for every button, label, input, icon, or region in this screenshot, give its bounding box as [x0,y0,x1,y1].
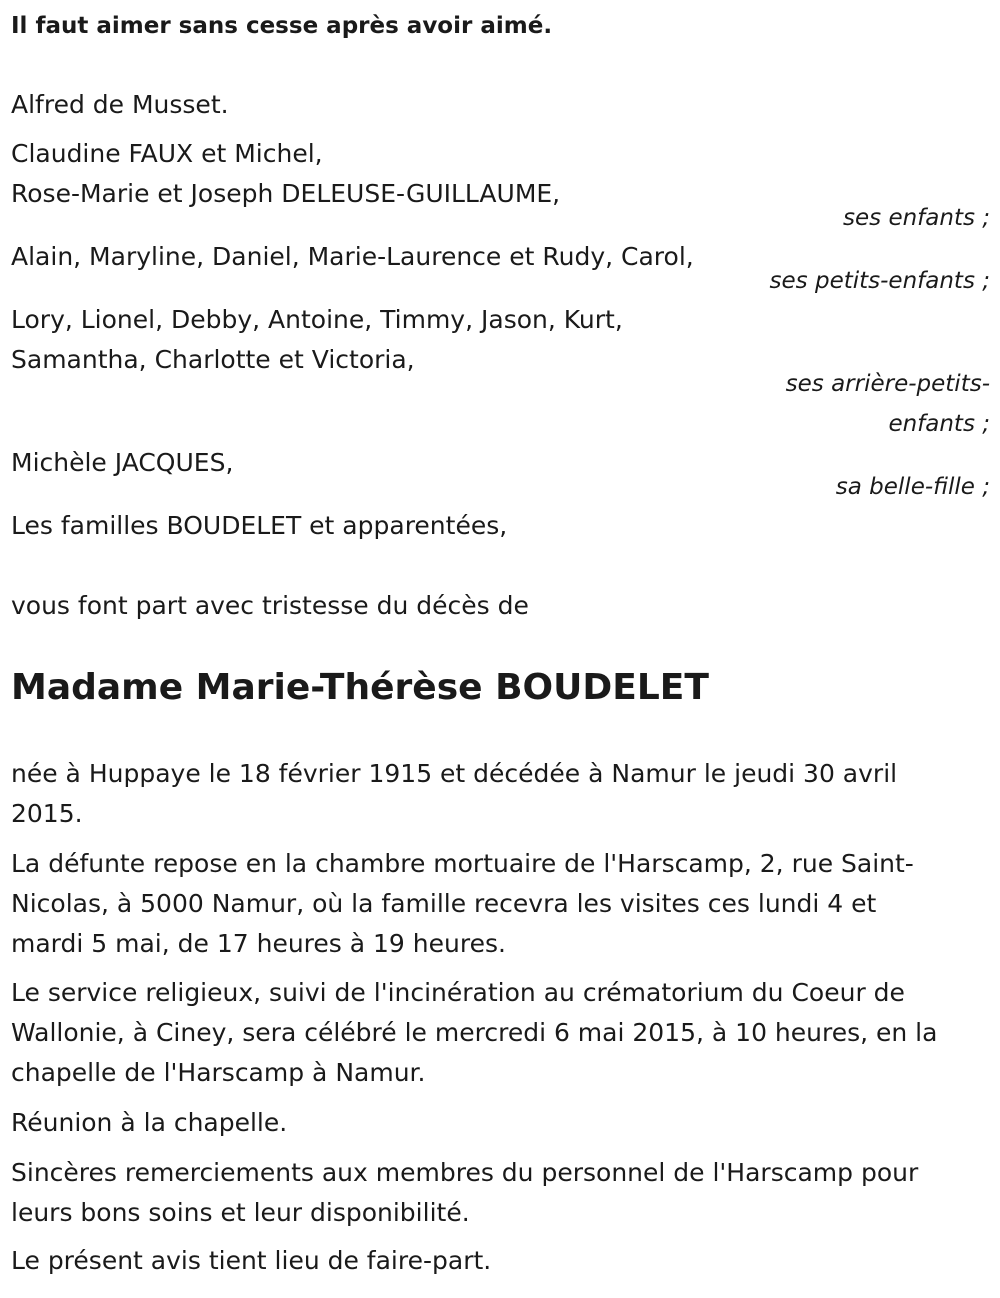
announcement: vous font part avec tristesse du décès de [11,591,529,620]
reunion: Réunion à la chapelle. [11,1108,288,1137]
greatgrandchildren-line-2: Samantha, Charlotte et Victoria, [11,345,415,374]
daughter-in-law-role: sa belle-fille ; [835,474,990,500]
epigraph-author: Alfred de Musset. [11,90,229,119]
service-line-1: Le service religieux, suivi de l'incinération au crématorium du Coeur de [11,978,905,1007]
repose-line-2: Nicolas, à 5000 Namur, où la famille recevra les visites ces lundi 4 et [11,889,877,918]
daughter-in-law-line: Michèle JACQUES, [11,448,234,477]
greatgrandchildren-role-line-2: enfants ; [888,411,990,437]
epigraph: Il faut aimer sans cesse après avoir aimé. [11,13,553,39]
birth-death-line-1: née à Huppaye le 18 février 1915 et décédée à Namur le jeudi 30 avril [11,759,898,788]
children-role: ses enfants ; [843,205,990,231]
greatgrandchildren-role-line-1: ses arrière-petits- [785,371,990,397]
grandchildren-role: ses petits-enfants ; [769,268,990,294]
families-line: Les familles BOUDELET et apparentées, [11,511,508,540]
birth-death-line-2: 2015. [11,799,83,828]
greatgrandchildren-line-1: Lory, Lionel, Debby, Antoine, Timmy, Jason, Kurt, [11,305,623,334]
thanks-line-2: leurs bons soins et leur disponibilité. [11,1198,470,1227]
repose-line-1: La défunte repose en la chambre mortuaire de l'Harscamp, 2, rue Saint- [11,849,914,878]
deceased-name: Madame Marie-Thérèse BOUDELET [11,667,709,708]
thanks-line-1: Sincères remerciements aux membres du personnel de l'Harscamp pour [11,1158,919,1187]
children-line-1: Claudine FAUX et Michel, [11,139,323,168]
service-line-3: chapelle de l'Harscamp à Namur. [11,1058,426,1087]
notice: Le présent avis tient lieu de faire-part. [11,1246,492,1275]
grandchildren-line: Alain, Maryline, Daniel, Marie-Laurence et Rudy, Carol, [11,242,694,271]
children-line-2: Rose-Marie et Joseph DELEUSE-GUILLAUME, [11,179,561,208]
service-line-2: Wallonie, à Ciney, sera célébré le mercredi 6 mai 2015, à 10 heures, en la [11,1018,938,1047]
repose-line-3: mardi 5 mai, de 17 heures à 19 heures. [11,929,506,958]
